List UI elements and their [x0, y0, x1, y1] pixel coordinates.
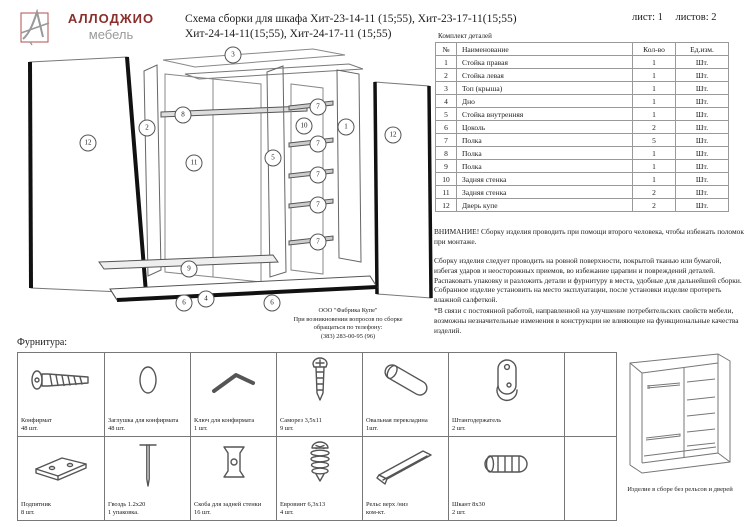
part-callout-12: 12 — [80, 135, 97, 152]
title-line-1: Схема сборки для шкафа Хит-23-14-11 (15;55), Хит-23-17-11(15;55) — [185, 13, 517, 25]
parts-column-header: Наименование — [457, 43, 633, 56]
parts-table-cell: Шт. — [676, 121, 729, 134]
hardware-empty-cell — [565, 353, 617, 437]
parts-table-cell: Шт. — [676, 147, 729, 160]
part-callout-7: 7 — [310, 99, 327, 116]
part-callout-7: 7 — [310, 167, 327, 184]
hardware-item-hex-key — [191, 353, 277, 437]
hardware-item-oval-rail — [363, 353, 449, 437]
exploded-view-drawing — [15, 46, 440, 346]
parts-table-row — [436, 108, 729, 121]
parts-table-cell: 1 — [633, 56, 676, 69]
hardware-empty-cell — [565, 437, 617, 521]
sheet-number: лист: 1 — [632, 12, 663, 23]
parts-column-header: Ед.изм. — [676, 43, 729, 56]
part-callout-11: 11 — [186, 155, 203, 172]
brand-name: АЛЛОДЖИО — [67, 11, 155, 26]
hardware-item-name: Ключ для конфирмата — [194, 417, 255, 424]
parts-table-cell: 2 — [633, 121, 676, 134]
manufacturer-note: обращаться по телефону: — [313, 324, 383, 332]
part-callout-7: 7 — [310, 197, 327, 214]
parts-table-cell: 12 — [436, 199, 457, 212]
parts-table-cell: Дверь купе — [457, 199, 633, 212]
sheet-info — [622, 12, 742, 23]
parts-table-row — [436, 173, 729, 186]
parts-table-cell: Полка — [457, 160, 633, 173]
assembly-note — [434, 256, 746, 305]
hex-key-icon — [191, 354, 276, 406]
parts-table-row — [436, 69, 729, 82]
hardware-item-label — [452, 417, 562, 433]
parts-table-cell: 1 — [633, 95, 676, 108]
oval-rail-icon — [363, 354, 448, 406]
nail-icon — [105, 438, 190, 490]
hardware-item-label — [21, 417, 102, 433]
hardware-item-name: Подпятник — [21, 501, 51, 508]
hardware-item-name: Саморез 3,5х11 — [280, 417, 322, 424]
hardware-item-label — [194, 501, 274, 517]
parts-table-cell: 4 — [436, 95, 457, 108]
hardware-item-qty: 2 шт. — [452, 509, 466, 516]
parts-table-cell: 2 — [436, 69, 457, 82]
hardware-item-qty: 4 шт. — [280, 509, 294, 516]
parts-table-cell: Шт. — [676, 173, 729, 186]
sheets-total: листов: 2 — [675, 12, 717, 23]
euro-screw-icon — [277, 438, 362, 490]
hardware-item-qty: ком-кт. — [366, 509, 385, 516]
part-callout-7: 7 — [310, 136, 327, 153]
hardware-item-name: Гвоздь 1.2х20 — [108, 501, 146, 508]
title-line-2: Хит-24-14-11(15;55), Хит-24-17-11 (15;55) — [185, 27, 392, 40]
parts-table-row — [436, 147, 729, 160]
parts-table-cell: 11 — [436, 186, 457, 199]
hardware-item-qty: 1 шт. — [194, 425, 208, 432]
rail-icon — [363, 438, 448, 490]
manufacturer-contact — [258, 307, 438, 342]
parts-table-header-row — [436, 43, 729, 56]
hardware-item-label — [108, 501, 188, 517]
parts-table-cell: Стойка внутренняя — [457, 108, 633, 121]
part-callout-7: 7 — [310, 234, 327, 251]
hardware-item-confirmat-cap — [105, 353, 191, 437]
assembled-product-caption: Изделие в сборе без рельсов и дверей — [627, 486, 733, 493]
brand-subtitle: мебель — [88, 27, 134, 42]
part-callout-2: 2 — [139, 120, 156, 137]
hardware-item-label — [366, 501, 446, 517]
parts-table-row — [436, 56, 729, 69]
parts-column-header: № — [436, 43, 457, 56]
parts-table-cell: Полка — [457, 134, 633, 147]
hardware-item-nail — [105, 437, 191, 521]
warning-note: ВНИМАНИЕ! Сборку изделия проводить при помощи второго человека, чтобы избежать поломок при монтаже. — [434, 227, 744, 246]
hardware-item-qty: 16 шт. — [194, 509, 211, 516]
parts-table-cell: 1 — [633, 173, 676, 186]
parts-table-row — [436, 134, 729, 147]
part-callout-4: 4 — [198, 291, 215, 308]
hardware-item-name: Рельс верх /низ — [366, 501, 408, 508]
parts-table-cell: 3 — [436, 82, 457, 95]
hardware-item-label — [452, 501, 562, 517]
parts-table-row — [436, 199, 729, 212]
parts-table-cell: Цоколь — [457, 121, 633, 134]
parts-table-cell: 5 — [633, 134, 676, 147]
hardware-item-name: Заглушка для конфирмата — [108, 417, 179, 424]
hardware-item-name: Штангодержатель — [452, 417, 502, 424]
parts-table — [435, 42, 729, 212]
part-callout-10: 10 — [296, 118, 313, 135]
confirmat-cap-icon — [105, 354, 190, 406]
parts-table-caption: Комплект деталей — [438, 32, 492, 40]
parts-column-header: Кол-во — [633, 43, 676, 56]
parts-table-cell: Шт. — [676, 56, 729, 69]
assembly-note-line: Распаковать упаковку и разложить детали и фурнитуру в места, удобные для дальнейшей сборки. — [434, 275, 742, 285]
parts-table-row — [436, 95, 729, 108]
screw-icon — [277, 354, 362, 406]
part-callout-5: 5 — [265, 150, 282, 167]
parts-table-row — [436, 121, 729, 134]
hardware-item-name: Скоба для задней стенки — [194, 501, 262, 508]
parts-table-cell: 2 — [633, 186, 676, 199]
hardware-item-name: Шкант 8х30 — [452, 501, 485, 508]
assembly-note-line: Собранное изделие установить на место эксплуатации, после установки изделие протереть влажной салфеткой. — [434, 285, 722, 305]
parts-table-cell: 1 — [633, 108, 676, 121]
part-callout-9: 9 — [181, 261, 198, 278]
manufacturer-phone: (383) 283-00-95 (96) — [320, 332, 376, 340]
parts-table-cell: Шт. — [676, 82, 729, 95]
part-callout-1: 1 — [338, 119, 355, 136]
hardware-item-label — [21, 501, 102, 517]
parts-table-cell: Шт. — [676, 108, 729, 121]
parts-table-cell: Задняя стенка — [457, 173, 633, 186]
part-callout-12: 12 — [385, 127, 402, 144]
hardware-item-label — [280, 501, 360, 517]
hardware-grid — [17, 352, 617, 521]
parts-table-row — [436, 160, 729, 173]
hardware-item-qty: 1шт. — [366, 425, 379, 432]
parts-table-cell: 1 — [633, 160, 676, 173]
part-callout-6: 6 — [264, 295, 281, 312]
parts-table-cell: Стойка правая — [457, 56, 633, 69]
parts-table-cell: 5 — [436, 108, 457, 121]
parts-table-cell: Шт. — [676, 95, 729, 108]
document-title — [185, 12, 557, 42]
hardware-item-name: Овальная перекладина — [366, 417, 428, 424]
hardware-item-qty: 9 шт. — [280, 425, 294, 432]
hardware-item-qty: 48 шт. — [108, 425, 125, 432]
parts-table-cell: Полка — [457, 147, 633, 160]
foot-pad-icon — [18, 438, 104, 490]
hardware-item-foot-pad — [18, 437, 105, 521]
confirmat-icon — [18, 354, 104, 406]
hardware-item-euro-screw — [277, 437, 363, 521]
parts-table-cell: 1 — [633, 147, 676, 160]
brand-block — [54, 11, 168, 42]
hardware-item-confirmat — [18, 353, 105, 437]
hardware-item-qty: 8 шт. — [21, 509, 35, 516]
brand-logo-icon — [20, 9, 50, 46]
hardware-section-title: Фурнитура: — [17, 337, 68, 348]
parts-table-cell: Задняя стенка — [457, 186, 633, 199]
part-callout-6: 6 — [176, 295, 193, 312]
manufacturer-name: ООО "Фабрика Купе" — [318, 307, 378, 314]
hardware-item-label — [194, 417, 274, 433]
hardware-item-name: Евровинт 6,3х13 — [280, 501, 326, 508]
assembly-note-line: Сборку изделия следует проводить на ровной поверхности, покрытой тканью или бумагой, избегая ударов и неосторожных приемов, во избежание царапин и повреждений деталей. — [434, 256, 722, 275]
hardware-item-label — [366, 417, 446, 433]
hardware-item-qty: 2 шт. — [452, 425, 466, 432]
parts-table-row — [436, 82, 729, 95]
parts-table-cell: Шт. — [676, 69, 729, 82]
parts-table-cell: Шт. — [676, 160, 729, 173]
parts-table-cell: 1 — [633, 82, 676, 95]
hardware-item-rod-holder — [449, 353, 565, 437]
part-callout-8: 8 — [175, 107, 192, 124]
parts-table-cell: Шт. — [676, 134, 729, 147]
hardware-item-label — [108, 417, 188, 433]
parts-table-row — [436, 186, 729, 199]
parts-table-cell: 9 — [436, 160, 457, 173]
parts-table-cell: 10 — [436, 173, 457, 186]
parts-table-cell: Стойка левая — [457, 69, 633, 82]
manufacturer-note: При возникновении вопросов по сборке — [293, 315, 403, 323]
parts-table-cell: 8 — [436, 147, 457, 160]
dowel-icon — [449, 438, 564, 490]
parts-table-cell: 6 — [436, 121, 457, 134]
part-callout-3: 3 — [225, 47, 242, 64]
rod-holder-icon — [449, 354, 564, 406]
hardware-item-label — [280, 417, 360, 433]
parts-table-cell: 2 — [633, 199, 676, 212]
parts-table-cell: Топ (крыша) — [457, 82, 633, 95]
parts-table-cell: Шт. — [676, 199, 729, 212]
parts-table-cell: 7 — [436, 134, 457, 147]
parts-table-cell: 1 — [633, 69, 676, 82]
hardware-item-screw — [277, 353, 363, 437]
hardware-item-back-bracket — [191, 437, 277, 521]
hardware-item-name: Конфирмат — [21, 417, 52, 424]
back-bracket-icon — [191, 438, 276, 490]
disclaimer-note: *В связи с постоянной работой, направленной на улучшение потребительских свойств мебели, возможны незначительные изменения в конструкции не влияющие на функциональные качества изделий. — [434, 306, 739, 335]
parts-table-cell: 1 — [436, 56, 457, 69]
hardware-item-qty: 48 шт. — [21, 425, 38, 432]
hardware-item-qty: 1 упаковка. — [108, 509, 139, 516]
parts-table-cell: Дно — [457, 95, 633, 108]
exploded-view-diagram — [15, 46, 440, 346]
hardware-item-dowel — [449, 437, 565, 521]
hardware-item-rail — [363, 437, 449, 521]
parts-table-cell: Шт. — [676, 186, 729, 199]
